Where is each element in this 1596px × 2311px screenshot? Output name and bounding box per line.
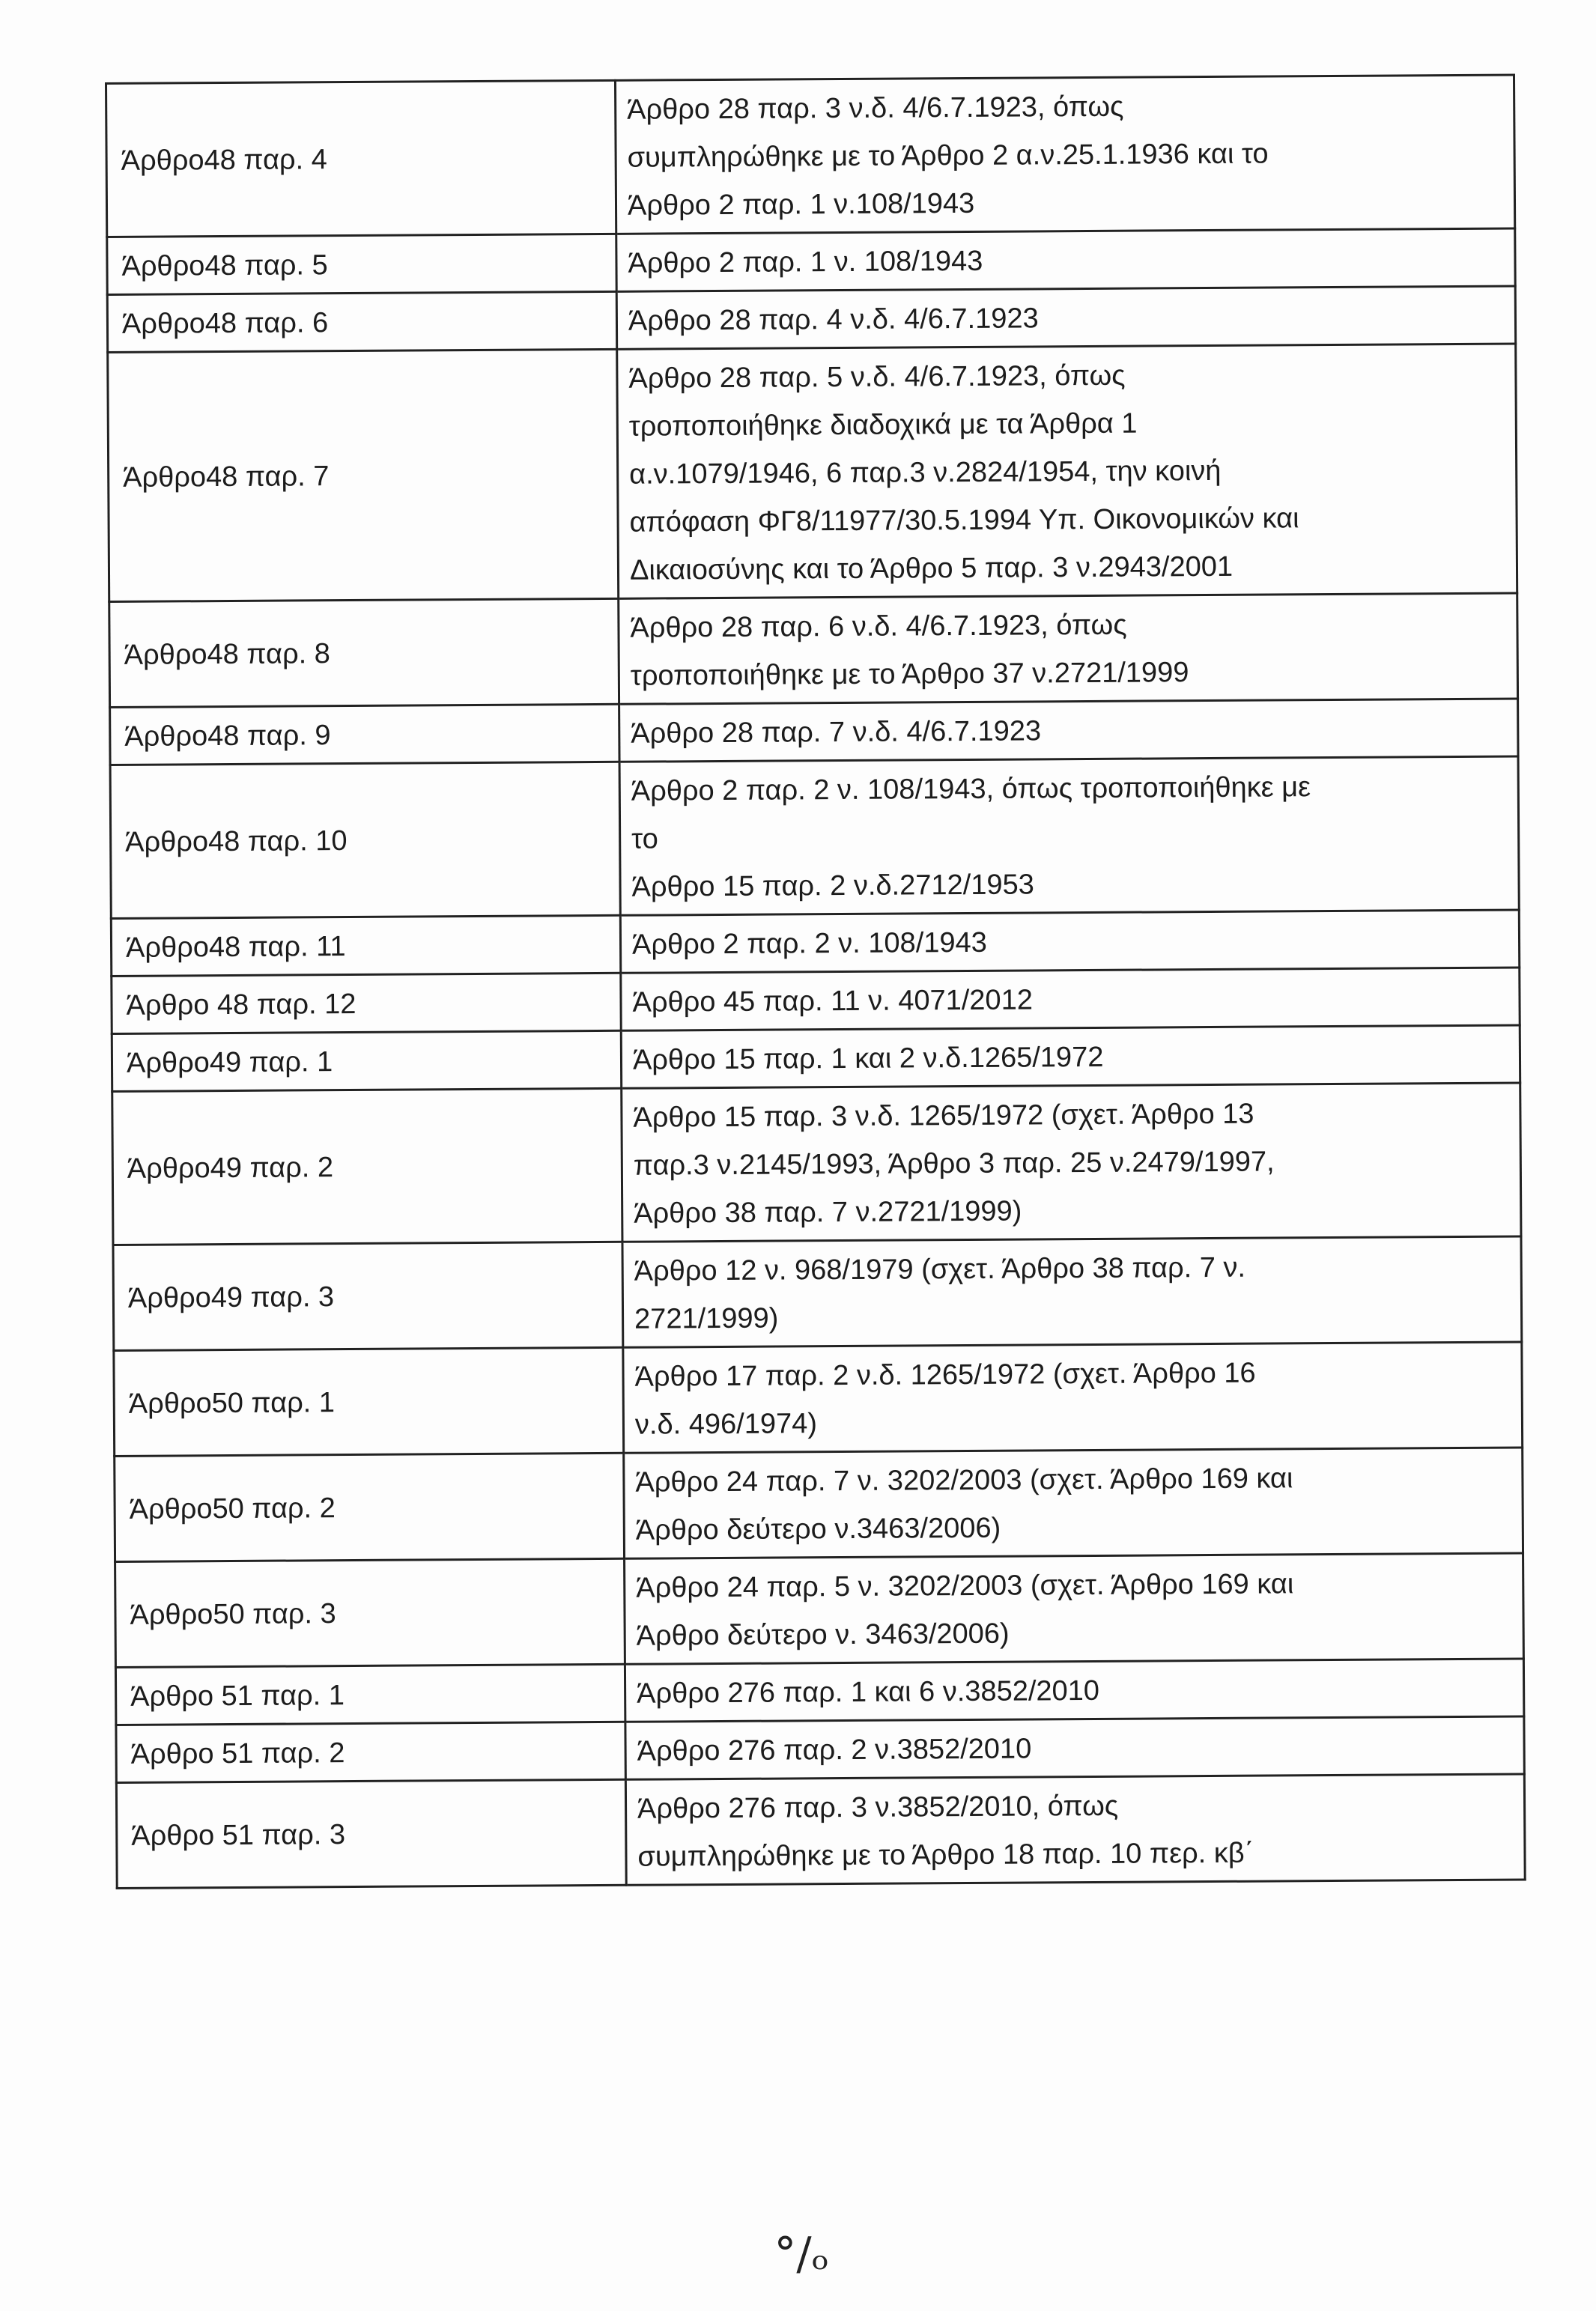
- new-article-cell: Άρθρο48 παρ. 10: [110, 762, 620, 918]
- table-row: [112, 1083, 1521, 1245]
- table-row: [116, 1774, 1525, 1888]
- source-provision-cell: Άρθρο 2 παρ. 2 ν. 108/1943, όπως τροποποιήθηκε με το Άρθρο 15 παρ. 2 ν.δ.2712/1953: [619, 756, 1519, 915]
- page-mark: °/ₒ: [774, 2228, 829, 2280]
- source-provision-cell: Άρθρο 28 παρ. 5 ν.δ. 4/6.7.1923, όπως τροποποιήθηκε διαδοχικά με τα Άρθρα 1 α.ν.1079/1946, 6 παρ.3 ν.2824/1954, την κοινή απόφαση ΦΓ8/11977/30.5.1994 Υπ. Οικονομικών και Δικαιοσύνης και το Άρθρο 5 παρ. 3 ν.2943/2001: [617, 344, 1517, 598]
- table-row: [111, 910, 1519, 976]
- table-row: [112, 968, 1520, 1033]
- table-row: [116, 1716, 1524, 1782]
- concordance-table: [105, 73, 1526, 1889]
- new-article-cell: Άρθρο48 παρ. 6: [107, 291, 616, 352]
- concordance-table-body: [106, 75, 1526, 1888]
- new-article-cell: Άρθρο49 παρ. 3: [113, 1242, 623, 1350]
- table-row: [106, 75, 1515, 237]
- source-provision-cell: Άρθρο 28 παρ. 4 ν.δ. 4/6.7.1923: [616, 286, 1515, 349]
- table-row: [107, 228, 1515, 294]
- source-provision-cell: Άρθρο 28 παρ. 7 ν.δ. 4/6.7.1923: [619, 699, 1518, 762]
- source-provision-cell: Άρθρο 15 παρ. 1 και 2 ν.δ.1265/1972: [621, 1025, 1520, 1088]
- new-article-cell: Άρθρο 51 παρ. 2: [116, 1722, 625, 1782]
- new-article-cell: Άρθρο48 παρ. 5: [107, 234, 616, 294]
- new-article-cell: Άρθρο48 παρ. 4: [106, 80, 616, 237]
- new-article-cell: Άρθρο50 παρ. 1: [114, 1347, 624, 1456]
- source-provision-cell: Άρθρο 12 ν. 968/1979 (σχετ. Άρθρο 38 παρ. 7 ν. 2721/1999): [622, 1236, 1522, 1347]
- new-article-cell: Άρθρο49 παρ. 1: [112, 1030, 621, 1091]
- table-row: [113, 1236, 1522, 1350]
- new-article-cell: Άρθρο 51 παρ. 1: [115, 1664, 625, 1725]
- source-provision-cell: Άρθρο 2 παρ. 2 ν. 108/1943: [620, 910, 1519, 973]
- new-article-cell: Άρθρο48 παρ. 8: [109, 598, 619, 707]
- source-provision-cell: Άρθρο 28 παρ. 6 ν.δ. 4/6.7.1923, όπως τροποποιήθηκε με το Άρθρο 37 ν.2721/1999: [619, 593, 1518, 704]
- new-article-cell: Άρθρο 48 παρ. 12: [112, 973, 621, 1033]
- table-row: [115, 1553, 1524, 1667]
- table-row: [110, 756, 1519, 918]
- table-row: [109, 593, 1518, 707]
- concordance-table-wrapper: [105, 74, 1524, 1889]
- source-provision-cell: Άρθρο 28 παρ. 3 ν.δ. 4/6.7.1923, όπως συμπληρώθηκε με το Άρθρο 2 α.ν.25.1.1936 και το Άρθρο 2 παρ. 1 ν.108/1943: [615, 75, 1514, 234]
- table-row: [115, 1448, 1523, 1561]
- source-provision-cell: Άρθρο 15 παρ. 3 ν.δ. 1265/1972 (σχετ. Άρθρο 13 παρ.3 ν.2145/1993, Άρθρο 3 παρ. 25 ν.2479/1997, Άρθρο 38 παρ. 7 ν.2721/1999): [622, 1083, 1521, 1242]
- new-article-cell: Άρθρο 51 παρ. 3: [116, 1779, 626, 1888]
- source-provision-cell: Άρθρο 276 παρ. 1 και 6 ν.3852/2010: [625, 1659, 1523, 1722]
- table-row: [115, 1659, 1523, 1725]
- table-row: [112, 1025, 1520, 1091]
- new-article-cell: Άρθρο49 παρ. 2: [112, 1088, 622, 1245]
- source-provision-cell: Άρθρο 276 παρ. 2 ν.3852/2010: [625, 1716, 1524, 1779]
- table-row: [107, 286, 1515, 352]
- new-article-cell: Άρθρο48 παρ. 7: [108, 349, 619, 601]
- source-provision-cell: Άρθρο 24 παρ. 7 ν. 3202/2003 (σχετ. Άρθρο 169 και Άρθρο δεύτερο ν.3463/2006): [624, 1448, 1523, 1558]
- new-article-cell: Άρθρο48 παρ. 11: [111, 915, 620, 976]
- source-provision-cell: Άρθρο 45 παρ. 11 ν. 4071/2012: [621, 968, 1520, 1030]
- table-row: [110, 699, 1518, 765]
- new-article-cell: Άρθρο50 παρ. 2: [115, 1453, 625, 1561]
- source-provision-cell: Άρθρο 17 παρ. 2 ν.δ. 1265/1972 (σχετ. Άρθρο 16 ν.δ. 496/1974): [623, 1342, 1523, 1453]
- source-provision-cell: Άρθρο 24 παρ. 5 ν. 3202/2003 (σχετ. Άρθρο 169 και Άρθρο δεύτερο ν. 3463/2006): [625, 1553, 1524, 1664]
- source-provision-cell: Άρθρο 2 παρ. 1 ν. 108/1943: [616, 228, 1515, 291]
- table-row: [108, 344, 1517, 601]
- table-row: [114, 1342, 1523, 1456]
- source-provision-cell: Άρθρο 276 παρ. 3 ν.3852/2010, όπως συμπληρώθηκε με το Άρθρο 18 παρ. 10 περ. κβ΄: [625, 1774, 1525, 1885]
- new-article-cell: Άρθρο48 παρ. 9: [110, 704, 619, 765]
- new-article-cell: Άρθρο50 παρ. 3: [115, 1558, 625, 1667]
